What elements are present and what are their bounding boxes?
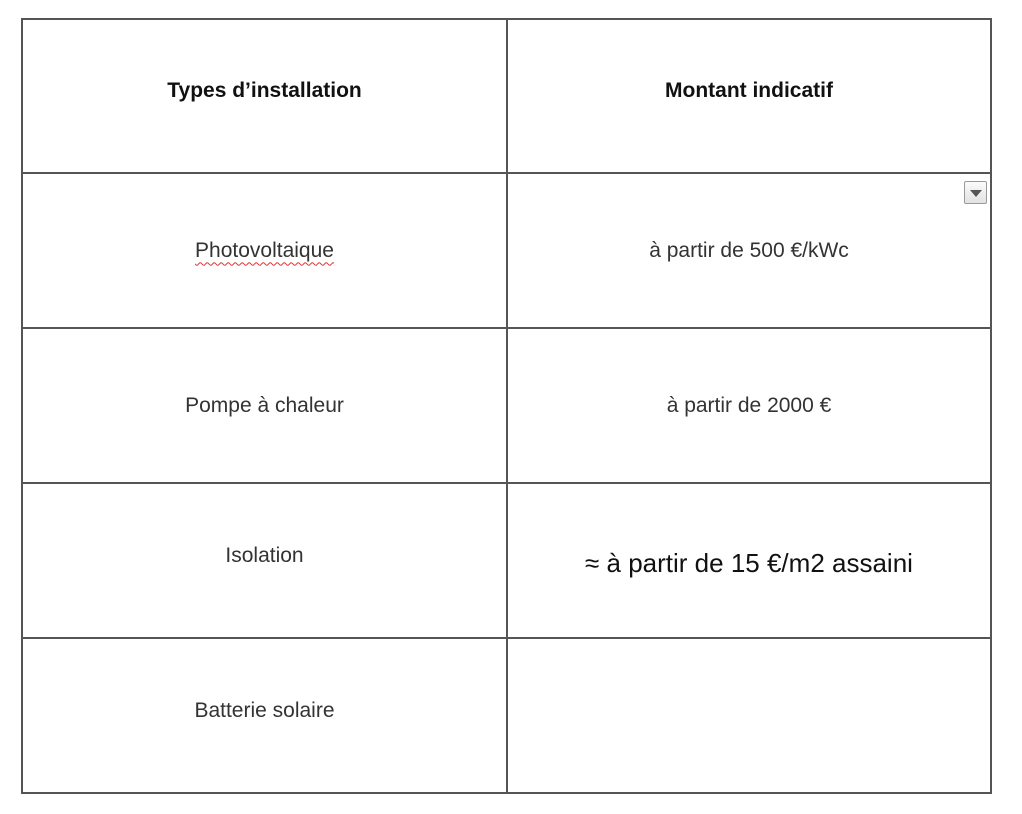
table-cell-type[interactable] <box>22 638 507 793</box>
header-amount-label: Montant indicatif <box>665 79 833 102</box>
table-header-row <box>22 19 991 173</box>
chevron-down-icon <box>970 190 982 197</box>
table-cell-type[interactable] <box>22 173 507 328</box>
table-row <box>22 638 991 793</box>
table-cell-amount[interactable] <box>507 638 991 793</box>
header-cell-type[interactable] <box>22 19 507 173</box>
header-cell-amount[interactable] <box>507 19 991 173</box>
cell-text-type: Isolation <box>225 543 304 567</box>
table-cell-amount[interactable] <box>507 483 991 638</box>
table-cell-amount[interactable] <box>507 173 991 328</box>
table-row <box>22 173 991 328</box>
cell-dropdown-button[interactable] <box>964 181 987 204</box>
header-type-label: Types d’installation <box>167 79 362 102</box>
cell-text-amount: à partir de 2000 € <box>666 393 832 417</box>
table-row <box>22 483 991 638</box>
installation-cost-table <box>21 18 992 794</box>
cell-text-photovoltaique: Photovoltaique <box>195 238 334 262</box>
cell-text-amount: à partir de 500 €/kWc <box>649 238 849 262</box>
table-cell-type[interactable] <box>22 483 507 638</box>
table-row <box>22 328 991 483</box>
cell-text-amount: ≈ à partir de 15 €/m2 assaini <box>585 548 913 578</box>
cell-text-type: Pompe à chaleur <box>185 393 344 417</box>
table-cell-type[interactable] <box>22 328 507 483</box>
cell-text-type: Batterie solaire <box>194 698 335 722</box>
table-cell-amount[interactable] <box>507 328 991 483</box>
